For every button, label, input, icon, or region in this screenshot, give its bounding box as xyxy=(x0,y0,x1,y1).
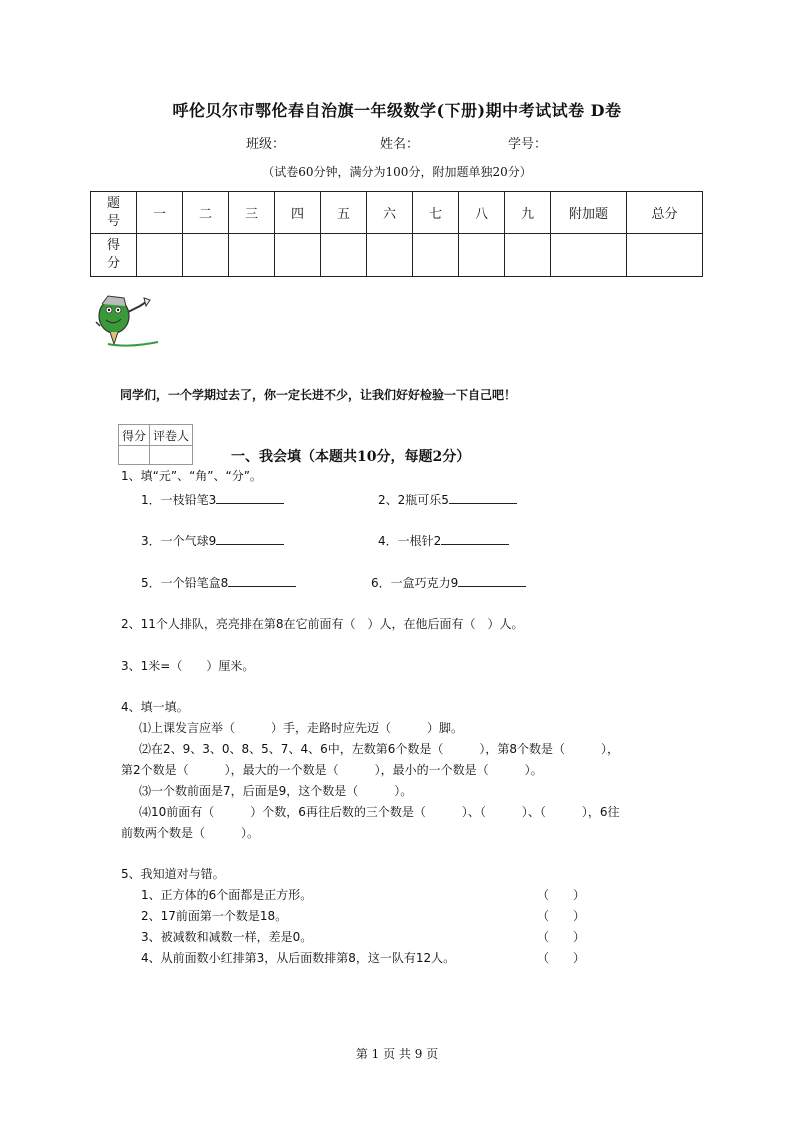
score-table-header-row xyxy=(91,192,703,234)
score-cell xyxy=(505,234,551,277)
column-header: 八 xyxy=(459,192,505,234)
score-cell xyxy=(367,234,413,277)
grader-score-label: 得分 xyxy=(119,425,150,446)
true-false-item: 3、被减数和减数一样，差是0。 xyxy=(141,930,313,944)
question-4-line: 前数两个数是（ ）。 xyxy=(121,826,260,840)
answer-blank[interactable] xyxy=(441,532,509,545)
question-1-item xyxy=(141,532,284,549)
page-footer: 第 1 页 共 9 页 xyxy=(355,1047,439,1061)
exam-note: （试卷60分钟，满分为100分，附加题单独20分） xyxy=(262,165,532,179)
item-text: 6．一盒巧克力9 xyxy=(371,576,459,590)
column-header: 四 xyxy=(275,192,321,234)
header-char: 分 xyxy=(106,256,120,271)
item-text: 1．一枝铅笔3 xyxy=(141,493,217,507)
student-number-label: 学号： xyxy=(508,137,548,152)
header-char: 题 xyxy=(106,195,120,211)
question-number-header xyxy=(91,192,137,234)
question-3: 3、1米=（ ）厘米。 xyxy=(121,659,255,673)
page-title: 呼伦贝尔市鄂伦春自治旗一年级数学(下册)期中考试试卷 D卷 xyxy=(172,101,622,120)
column-header: 六 xyxy=(367,192,413,234)
pencil-mascot-icon xyxy=(88,292,163,352)
column-header: 一 xyxy=(137,192,183,234)
column-header: 七 xyxy=(413,192,459,234)
score-cell xyxy=(459,234,505,277)
true-false-item: 1、正方体的6个面都是正方形。 xyxy=(141,888,313,902)
true-false-item: 4、从前面数小红排第3，从后面数排第8，这一队有12人。 xyxy=(141,951,456,965)
score-cell xyxy=(413,234,459,277)
section-title: 一、我会填（本题共10分，每题2分） xyxy=(231,449,471,465)
column-header: 总分 xyxy=(627,192,703,234)
header-char: 得 xyxy=(106,238,120,253)
question-1-item xyxy=(378,532,509,549)
answer-parens[interactable]: （ ） xyxy=(537,909,586,923)
score-cell xyxy=(275,234,321,277)
column-header: 附加题 xyxy=(551,192,627,234)
score-table xyxy=(90,191,703,277)
item-text: 2、2瓶可乐5 xyxy=(378,493,449,507)
column-header: 二 xyxy=(183,192,229,234)
score-cell xyxy=(627,234,703,277)
question-1-item xyxy=(378,491,517,508)
grader-name-label: 评卷人 xyxy=(150,425,193,446)
answer-blank[interactable] xyxy=(449,491,517,504)
column-header: 五 xyxy=(321,192,367,234)
question-2: 2、11个人排队，亮亮排在第8在它前面有（ ）人，在他后面有（ ）人。 xyxy=(121,617,524,631)
score-table-score-row xyxy=(91,234,703,277)
question-1-item xyxy=(371,574,526,591)
score-cell xyxy=(183,234,229,277)
question-4-line: ⑴上课发言应举（ ）手，走路时应先迈（ ）脚。 xyxy=(139,721,464,735)
greeting-text: 同学们，一个学期过去了，你一定长进不少，让我们好好检验一下自己吧！ xyxy=(120,388,517,402)
grader-box xyxy=(118,424,193,465)
true-false-item: 2、17前面第一个数是18。 xyxy=(141,909,288,923)
name-label: 姓名： xyxy=(380,137,420,152)
question-4-line: 第2个数是（ ），最大的一个数是（ ），最小的一个数是（ ）。 xyxy=(121,763,543,777)
answer-blank[interactable] xyxy=(216,491,284,504)
score-cell xyxy=(137,234,183,277)
question-4-line: ⑷10前面有（ ）个数，6再往后数的三个数是（ ）、（ ）、（ ），6往 xyxy=(139,805,620,819)
header-char: 号 xyxy=(106,213,120,229)
answer-blank[interactable] xyxy=(458,574,526,587)
score-cell xyxy=(551,234,627,277)
item-text: 4．一根针2 xyxy=(378,534,442,548)
question-1-item xyxy=(141,491,284,508)
answer-blank[interactable] xyxy=(216,532,284,545)
question-4-line: ⑶一个数前面是7，后面是9，这个数是（ ）。 xyxy=(139,784,413,798)
column-header: 三 xyxy=(229,192,275,234)
grader-score-cell xyxy=(119,446,150,465)
item-text: 5．一个铅笔盒8 xyxy=(141,576,229,590)
question-4-line: ⑵在2、9、3、0、8、5、7、4、6中，左数第6个数是（ ），第8个数是（ ）， xyxy=(139,742,619,756)
answer-blank[interactable] xyxy=(228,574,296,587)
answer-parens[interactable]: （ ） xyxy=(537,888,586,902)
answer-parens[interactable]: （ ） xyxy=(537,930,586,944)
question-1-item xyxy=(141,574,296,591)
question-5-stem: 5、我知道对与错。 xyxy=(121,867,225,881)
answer-parens[interactable]: （ ） xyxy=(537,951,586,965)
column-header: 九 xyxy=(505,192,551,234)
question-1-stem: 1、填“元”、“角”、“分”。 xyxy=(121,469,262,483)
question-4-stem: 4、填一填。 xyxy=(121,700,189,714)
score-header xyxy=(91,234,137,277)
score-cell xyxy=(229,234,275,277)
class-label: 班级： xyxy=(246,137,286,152)
grader-name-cell xyxy=(150,446,193,465)
score-cell xyxy=(321,234,367,277)
item-text: 3．一个气球9 xyxy=(141,534,217,548)
